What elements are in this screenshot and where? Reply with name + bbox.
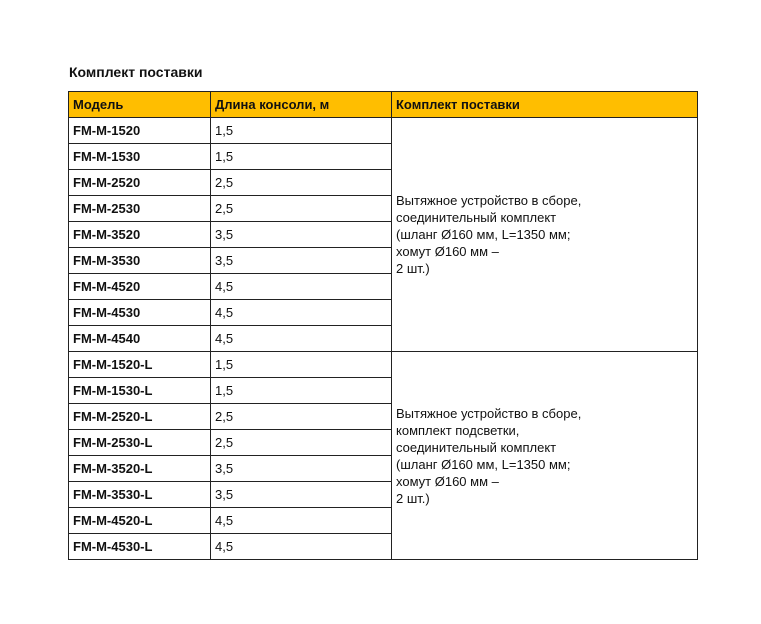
table-row: [69, 352, 698, 378]
model-cell: FM-M-4520-L: [69, 508, 211, 534]
length-cell: 3,5: [211, 248, 392, 274]
length-cell: 4,5: [211, 300, 392, 326]
model-cell: FM-M-1530: [69, 144, 211, 170]
header-delivery-set: Комплект поставки: [392, 92, 698, 118]
length-cell: 4,5: [211, 508, 392, 534]
length-cell: 4,5: [211, 534, 392, 560]
length-cell: 4,5: [211, 274, 392, 300]
model-cell: FM-M-2520-L: [69, 404, 211, 430]
model-cell: FM-M-2530: [69, 196, 211, 222]
length-cell: 3,5: [211, 222, 392, 248]
table-body: [69, 118, 698, 560]
table-header-row: [69, 92, 698, 118]
length-cell: 4,5: [211, 326, 392, 352]
length-cell: 3,5: [211, 482, 392, 508]
length-cell: 2,5: [211, 170, 392, 196]
header-console-length: Длина консоли, м: [211, 92, 392, 118]
model-cell: FM-M-3520-L: [69, 456, 211, 482]
length-cell: 2,5: [211, 430, 392, 456]
length-cell: 1,5: [211, 144, 392, 170]
length-cell: 2,5: [211, 404, 392, 430]
model-cell: FM-M-4520: [69, 274, 211, 300]
model-cell: FM-M-4530: [69, 300, 211, 326]
model-cell: FM-M-4540: [69, 326, 211, 352]
length-cell: 2,5: [211, 196, 392, 222]
header-model: Модель: [69, 92, 211, 118]
model-cell: FM-M-3520: [69, 222, 211, 248]
delivery-set-table: [68, 91, 698, 560]
model-cell: FM-M-2520: [69, 170, 211, 196]
model-cell: FM-M-2530-L: [69, 430, 211, 456]
table-row: [69, 118, 698, 144]
model-cell: FM-M-4530-L: [69, 534, 211, 560]
model-cell: FM-M-1520: [69, 118, 211, 144]
section-title: Комплект поставки: [69, 64, 203, 80]
model-cell: FM-M-3530: [69, 248, 211, 274]
length-cell: 1,5: [211, 118, 392, 144]
model-cell: FM-M-1520-L: [69, 352, 211, 378]
length-cell: 1,5: [211, 378, 392, 404]
delivery-set-cell: Вытяжное устройство в сборе, комплект подсветки, соединительный комплект (шланг Ø160 мм, L=1350 мм; хомут Ø160 мм – 2 шт.): [392, 352, 698, 560]
length-cell: 3,5: [211, 456, 392, 482]
model-cell: FM-M-1530-L: [69, 378, 211, 404]
delivery-set-cell: Вытяжное устройство в сборе, соединительный комплект (шланг Ø160 мм, L=1350 мм; хомут Ø160 мм – 2 шт.): [392, 118, 698, 352]
length-cell: 1,5: [211, 352, 392, 378]
model-cell: FM-M-3530-L: [69, 482, 211, 508]
